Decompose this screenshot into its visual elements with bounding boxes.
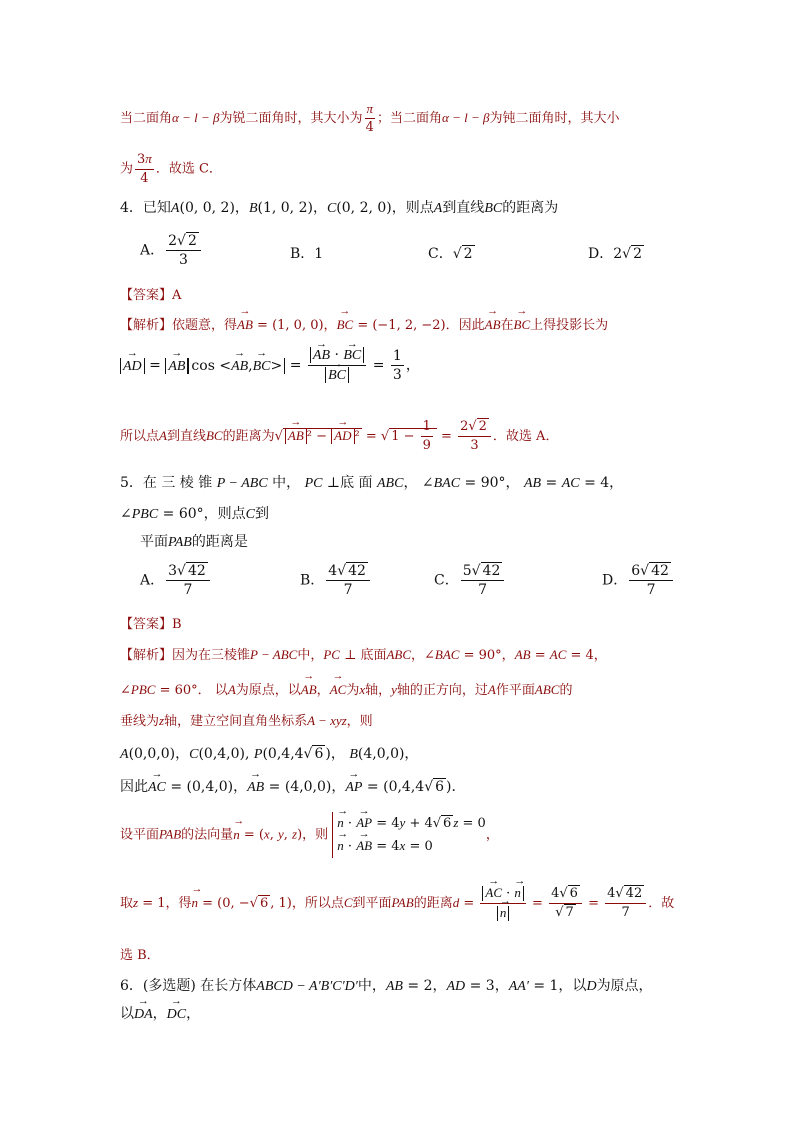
q4-analysis-2: → AD = → AB cos <→ AB,→ BC> = → AB · → BC → BC = $\frac{1}{3}$ ，: [120, 346, 794, 385]
q5-analysis-7: 取z = 1，得→ n = (0, −√ 6 , 1)，所以点C到平面PAB的距离d = → AC · → n → n = $\frac{4√ 6}{√ 7}$ = $\frac{4√ 42}{7}$ ．故: [120, 884, 794, 923]
q4-answer: 【答案】A: [120, 288, 182, 303]
q5-analysis-1: 【解析】因为在三棱锥P − ABC中，PC ⊥ 底面ABC，∠BAC = 90°，AB = AC = 4，: [120, 647, 607, 663]
q6-stem-2: 以→ DA，→ DC，: [120, 1003, 794, 1023]
q5-option-a: A． $\frac{3√ 42}{7}$: [140, 562, 212, 599]
q5-answer: 【答案】B: [120, 617, 182, 632]
prev-solution-line-2: 为 $\frac{3\pi}{4}$ ．故选 C．: [120, 151, 222, 186]
q5-analysis-4: A(0,0,0)，C(0,4,0), P(0,4,4√ 6 )， B(4,0,0)，: [120, 746, 419, 762]
q4-option-c: C．√ 2: [428, 246, 473, 262]
q5-stem-2: ∠PBC = 60°，则点C到: [120, 506, 269, 522]
q5-option-c: C． $\frac{5√ 42}{7}$: [434, 562, 506, 599]
q5-analysis-3: 垂线为z轴，建立空间直角坐标系A − xyz，则: [120, 713, 373, 729]
q5-option-d: D． $\frac{6√ 42}{7}$: [602, 562, 675, 599]
q4-option-b: B．1: [290, 246, 324, 262]
q5-stem-1: 5．在 三 棱 锥 P − ABC 中， PC ⊥底 面 ABC， ∠BAC = 90°， AB = AC = 4，: [120, 475, 624, 491]
q5-analysis-2: ∠PBC = 60°． 以A为原点，以→ AB，→ AC为x轴，y轴的正方向，过A作平面ABC的: [120, 679, 794, 698]
q6-stem-1: 6．(多选题) 在长方体ABCD − A′B′C′D′中，AB = 2，AD = 3，AA′ = 1，以D为原点，: [120, 978, 653, 994]
q5-analysis-8: 选 B．: [120, 948, 160, 963]
q4-option-d: D．2√ 2: [588, 246, 642, 262]
q4-analysis-3: 所以点A到直线BC的距离为√→ AB ² − → AD ² = √ 1 − $\frac{1}{9}$ = $\frac{2√ 2}{3}$ ．故选 A．: [120, 418, 794, 455]
q5-analysis-6: 设平面PAB的法向量→ n = (x, y, z)，则 → n · → AP = 4y + 4√ 6 z = 0 → n · → AB = 4x = 0 ，: [120, 812, 794, 858]
q4-option-a: A． $\frac{2√ 2}{3}$: [140, 232, 203, 269]
q4-analysis-1: 【解析】依题意，得→ AB = (1, 0, 0)，→ BC = (−1, 2, −2)．因此→ AB在→ BC上得投影长为: [120, 314, 794, 333]
q4-stem: 4．已知A(0, 0, 2)，B(1, 0, 2)，C(0, 2, 0)，则点A到直线BC的距离为: [120, 200, 559, 216]
q5-analysis-5: 因此→ AC = (0,4,0)，→ AB = (4,0,0)，→ AP = (0,4,4√ 6 )．: [120, 776, 794, 796]
prev-solution-line-1: 当二面角α − l − β为锐二面角时，其大小为 $\frac{\pi}{4}$ ；当二面角α − l − β为钝二面角时，其大小: [120, 101, 620, 135]
q5-option-b: B． $\frac{4√ 42}{7}$: [300, 562, 372, 599]
q5-stem-3: 平面PAB的距离是: [140, 534, 248, 550]
